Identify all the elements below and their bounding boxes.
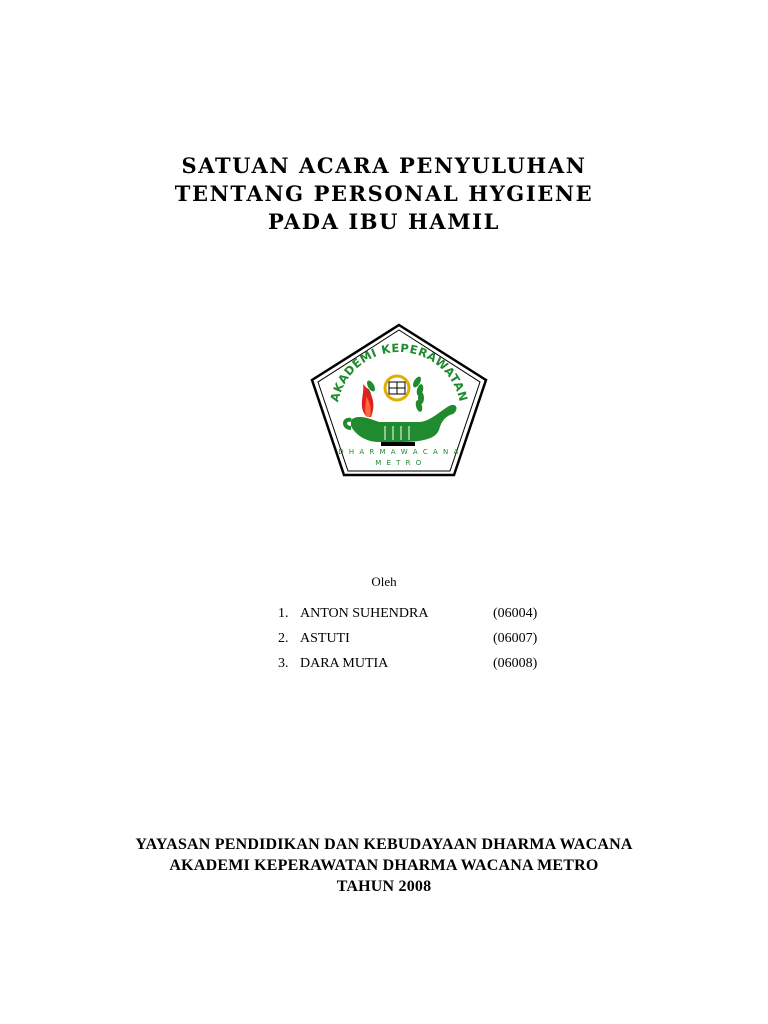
- author-name: DARA MUTIA: [300, 656, 389, 671]
- footer-line-1: YAYASAN PENDIDIKAN DAN KEBUDAYAAN DHARMA WACANA: [135, 836, 633, 853]
- akademi-keperawatan-emblem-icon: [309, 322, 489, 480]
- author-id: (06007): [493, 631, 538, 646]
- list-item: [278, 629, 578, 654]
- author-number: 1.: [278, 606, 289, 621]
- logo-text-line-2: M E T R O: [375, 459, 423, 467]
- institution-footer: [0, 834, 768, 897]
- list-item: [278, 604, 578, 629]
- title-line-1: SATUAN ACARA PENYULUHAN: [181, 153, 587, 178]
- logo-arc-text: AKADEMI KEPERAWATAN: [327, 340, 471, 404]
- author-id: (06004): [493, 606, 538, 621]
- author-number: 3.: [278, 656, 289, 671]
- author-name: ASTUTI: [300, 631, 350, 646]
- footer-year: TAHUN 2008: [336, 878, 432, 895]
- list-item: [278, 654, 578, 679]
- author-list: [278, 604, 578, 679]
- author-id: (06008): [493, 656, 538, 671]
- footer-line-2: AKADEMI KEPERAWATAN DHARMA WACANA METRO: [169, 857, 599, 874]
- byline: Oleh: [371, 574, 397, 589]
- title-line-2: TENTANG PERSONAL HYGIENE: [174, 181, 594, 206]
- author-name: ANTON SUHENDRA: [300, 606, 429, 621]
- document-title: [0, 152, 768, 236]
- institution-logo: [309, 322, 489, 480]
- logo-text-line-1: D H A R M A W A C A N A: [338, 448, 460, 456]
- title-line-3: PADA IBU HAMIL: [268, 209, 500, 234]
- author-number: 2.: [278, 631, 289, 646]
